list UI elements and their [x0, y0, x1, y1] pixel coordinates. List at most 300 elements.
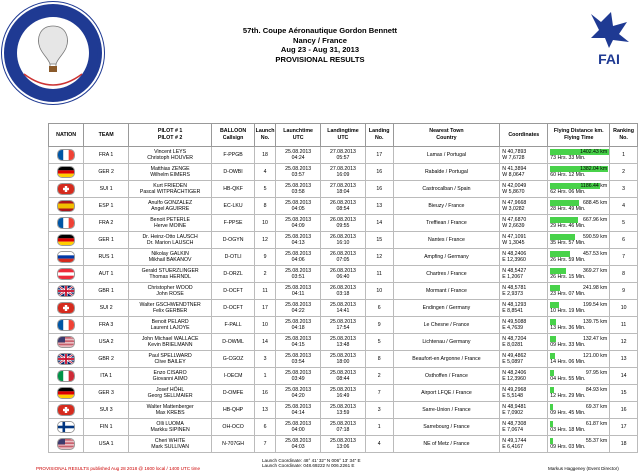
flying-time: 26 Hrs. 59 Min.: [550, 256, 586, 263]
flying-cell: [548, 419, 610, 436]
launchtime-cell: 25.08.2013 03:54: [276, 351, 321, 368]
launchtime-cell: 25.08.2013 04:06: [276, 249, 321, 266]
landing-no-cell: 6: [365, 300, 393, 317]
coordinates-cell: N 40,7893 W 7,6728: [500, 147, 548, 164]
launch-no-cell: 16: [254, 385, 275, 402]
launchtime-cell: 25.08.2013 04:13: [276, 232, 321, 249]
landing-no-cell: 11: [365, 266, 393, 283]
table-row: [49, 164, 638, 181]
distance-value: 1382.04 km: [580, 165, 608, 172]
table-row: [49, 385, 638, 402]
team-cell: ESP 1: [84, 198, 129, 215]
distance-bar: [550, 183, 609, 189]
flying-time: 09 Hrs. 33 Min.: [550, 341, 586, 348]
launch-no-cell: 12: [254, 232, 275, 249]
distance-value: 241.98 km: [582, 284, 608, 291]
flag-us-icon: [57, 336, 75, 348]
callsign-cell: F-PPSE: [212, 215, 255, 232]
ranking-cell: 16: [610, 402, 638, 419]
distance-value: 1186.44 km: [580, 182, 608, 189]
col-nearest-town: Nearest Town Country: [393, 124, 500, 147]
pilots-cell: Gerald STUERZLINGER Thomas HERNDL: [129, 266, 212, 283]
nation-cell: [49, 249, 84, 266]
results-table: [48, 123, 638, 453]
event-header: [160, 26, 480, 64]
nearest-town-cell: Sarre-Union / France: [393, 402, 500, 419]
launchtime-cell: 25.08.2013 04:14: [276, 402, 321, 419]
flying-cell: [548, 385, 610, 402]
landingtime-cell: 25.08.2013 14:41: [321, 300, 366, 317]
distance-bar: [550, 353, 609, 359]
ranking-cell: 8: [610, 266, 638, 283]
distance-value: 132.47 km: [582, 335, 608, 342]
nearest-town-cell: Sarrebourg / France: [393, 419, 500, 436]
team-cell: FRA 3: [84, 317, 129, 334]
ranking-cell: 6: [610, 232, 638, 249]
landing-no-cell: 15: [365, 232, 393, 249]
landingtime-cell: 26.08.2013 16:10: [321, 232, 366, 249]
landing-no-cell: 10: [365, 283, 393, 300]
callsign-cell: D-OMFE: [212, 385, 255, 402]
flying-cell: [548, 147, 610, 164]
flying-time: 14 Hrs. 06 Min.: [550, 358, 586, 365]
table-row: [49, 368, 638, 385]
callsign-cell: D-ORZL: [212, 266, 255, 283]
distance-value: 61.87 km: [585, 420, 608, 427]
ranking-cell: 7: [610, 249, 638, 266]
pilots-cell: Walter GSCHWENDTNER Felix GERBER: [129, 300, 212, 317]
table-row: [49, 198, 638, 215]
coordinates-cell: N 48,5781 E 2,9373: [500, 283, 548, 300]
nearest-town-cell: Chartres / France: [393, 266, 500, 283]
distance-value: 69.37 km: [585, 403, 608, 410]
col-landing: Landing No.: [365, 124, 393, 147]
distance-value: 667.96 km: [582, 216, 608, 223]
team-cell: GER 2: [84, 164, 129, 181]
ranking-cell: 13: [610, 351, 638, 368]
flying-time: 26 Hrs. 15 Min.: [550, 273, 586, 280]
ranking-cell: 4: [610, 198, 638, 215]
nearest-town-cell: Beaufort-en Argonne / France: [393, 351, 500, 368]
team-cell: SUI 1: [84, 181, 129, 198]
distance-bar: [550, 302, 609, 308]
flying-time: 09 Hrs. 45 Min.: [550, 409, 586, 416]
ranking-cell: 5: [610, 215, 638, 232]
event-location: Nancy / France: [292, 35, 348, 45]
team-cell: FRA 2: [84, 215, 129, 232]
launch-no-cell: 5: [254, 181, 275, 198]
flying-time: 10 Hrs. 19 Min.: [550, 307, 586, 314]
launch-no-cell: 11: [254, 283, 275, 300]
distance-bar: [550, 234, 609, 240]
launch-no-cell: 17: [254, 300, 275, 317]
flying-time: 73 Hrs. 33 Min.: [550, 154, 586, 161]
team-cell: RUS 1: [84, 249, 129, 266]
flag-it-icon: [57, 370, 75, 382]
ranking-cell: 2: [610, 164, 638, 181]
table-row: [49, 436, 638, 453]
flag-de-icon: [57, 387, 75, 399]
flying-cell: [548, 164, 610, 181]
ranking-cell: 3: [610, 181, 638, 198]
launchtime-cell: 25.08.2013 03:58: [276, 181, 321, 198]
distance-value: 199.54 km: [582, 301, 608, 308]
col-coordinates: Coordinates: [500, 124, 548, 147]
coordinates-cell: N 47,6870 W 2,6639: [500, 215, 548, 232]
landingtime-cell: 26.08.2013 07:05: [321, 249, 366, 266]
coordinates-cell: N 48,7308 E 7,0674: [500, 419, 548, 436]
launchtime-cell: 25.08.2013 03:49: [276, 368, 321, 385]
nation-cell: [49, 164, 84, 181]
launchtime-cell: 25.08.2013 04:09: [276, 215, 321, 232]
landingtime-cell: 25.08.2013 16:49: [321, 385, 366, 402]
pilots-cell: Nikolay GALKIN Mikhail BAKANOV: [129, 249, 212, 266]
flag-ru-icon: [57, 251, 75, 263]
team-cell: USA 2: [84, 334, 129, 351]
landingtime-cell: 27.08.2013 18:04: [321, 181, 366, 198]
nation-cell: [49, 215, 84, 232]
landing-no-cell: 12: [365, 249, 393, 266]
coordinates-cell: N 47,1091 W 1,3045: [500, 232, 548, 249]
flag-de-icon: [57, 234, 75, 246]
nation-cell: [49, 198, 84, 215]
nation-cell: [49, 351, 84, 368]
nation-cell: [49, 419, 84, 436]
ranking-cell: 14: [610, 368, 638, 385]
pilots-cell: Cheri WHITE Mark SULLIVAN: [129, 436, 212, 453]
table-row: [49, 351, 638, 368]
distance-bar: [550, 166, 609, 172]
pilots-cell: Paul SPELLWARD Clive BAILEY: [129, 351, 212, 368]
distance-bar: [550, 438, 609, 444]
launchtime-cell: 25.08.2013 03:51: [276, 266, 321, 283]
coordinates-cell: N 48,2406 E 12,3960: [500, 368, 548, 385]
nearest-town-cell: NE of Metz / France: [393, 436, 500, 453]
pilots-cell: Benoit PELARD Laurent LAJOYE: [129, 317, 212, 334]
landing-no-cell: 7: [365, 385, 393, 402]
callsign-cell: EC-LKU: [212, 198, 255, 215]
launchtime-cell: 25.08.2013 04:24: [276, 147, 321, 164]
table-row: [49, 283, 638, 300]
coordinates-cell: N 49,2968 E 5,5148: [500, 385, 548, 402]
landingtime-cell: 26.08.2013 08:54: [321, 198, 366, 215]
col-launch: Launch No.: [254, 124, 275, 147]
launch-coordinates: Launch Coordinate: 48° 41' 32" N 006° 13' 34" E Launch Coordinate: 048.69222 N 006.2261 E: [262, 458, 361, 468]
coordinates-cell: N 41,3894 W 8,0647: [500, 164, 548, 181]
launch-no-cell: 10: [254, 317, 275, 334]
nation-cell: [49, 181, 84, 198]
launch-no-cell: 7: [254, 436, 275, 453]
landingtime-cell: 27.08.2013 05:57: [321, 147, 366, 164]
flying-cell: [548, 215, 610, 232]
launch-no-cell: 1: [254, 368, 275, 385]
flying-cell: [548, 198, 610, 215]
ranking-cell: 9: [610, 283, 638, 300]
flying-cell: [548, 266, 610, 283]
callsign-cell: F-PALL: [212, 317, 255, 334]
distance-value: 369.27 km: [582, 267, 608, 274]
landingtime-cell: 26.08.2013 03:18: [321, 283, 366, 300]
launch-no-cell: 9: [254, 249, 275, 266]
nearest-town-cell: Rabalde / Portugal: [393, 164, 500, 181]
ranking-cell: 12: [610, 334, 638, 351]
distance-bar: [550, 217, 609, 223]
nearest-town-cell: Endingen / Germany: [393, 300, 500, 317]
coordinates-cell: N 49,1744 E 6,4167: [500, 436, 548, 453]
nearest-town-cell: Nantes / France: [393, 232, 500, 249]
team-cell: USA 1: [84, 436, 129, 453]
flying-time: 60 Hrs. 12 Min.: [550, 171, 586, 178]
flag-ch-icon: [57, 183, 75, 195]
table-row: [49, 215, 638, 232]
distance-value: 1402.43 km: [580, 148, 608, 155]
landing-no-cell: 8: [365, 351, 393, 368]
team-cell: SUI 2: [84, 300, 129, 317]
team-cell: GER 1: [84, 232, 129, 249]
flying-time: 23 Hrs. 07 Min.: [550, 290, 586, 297]
col-nation: NATION: [49, 124, 84, 147]
launchtime-cell: 25.08.2013 04:11: [276, 283, 321, 300]
pilots-cell: John Michael WALLACE Kevin BRIELMANN: [129, 334, 212, 351]
flying-time: 35 Hrs. 57 Min.: [550, 239, 586, 246]
flying-cell: [548, 317, 610, 334]
nearest-town-cell: Castrocalban / Spain: [393, 181, 500, 198]
callsign-cell: OH-OCO: [212, 419, 255, 436]
pilots-cell: Matthias ZENGE Wilhelm EIMERS: [129, 164, 212, 181]
pilots-cell: Dr. Heinz-Otto LAUSCH Dr. Marion LAUSCH: [129, 232, 212, 249]
coordinates-cell: N 48,1293 E 8,8541: [500, 300, 548, 317]
pilots-cell: Olli LUOMA Markku SIPINEN: [129, 419, 212, 436]
table-row: [49, 317, 638, 334]
distance-bar: [550, 370, 609, 376]
callsign-cell: F-PPGB: [212, 147, 255, 164]
nation-cell: [49, 147, 84, 164]
landing-no-cell: 4: [365, 436, 393, 453]
distance-bar: [550, 336, 609, 342]
nation-cell: [49, 402, 84, 419]
launch-no-cell: 8: [254, 198, 275, 215]
flying-time: 04 Hrs. 55 Min.: [550, 375, 586, 382]
flag-us-icon: [57, 438, 75, 450]
launch-no-cell: 3: [254, 351, 275, 368]
launchtime-cell: 25.08.2013 04:03: [276, 436, 321, 453]
launchtime-cell: 25.08.2013 04:15: [276, 334, 321, 351]
nearest-town-cell: Airport LFQE / France: [393, 385, 500, 402]
table-row: [49, 266, 638, 283]
flying-cell: [548, 283, 610, 300]
team-cell: GBR 1: [84, 283, 129, 300]
col-flying: Flying Distance km. Flying Time: [548, 124, 610, 147]
landing-no-cell: 13: [365, 198, 393, 215]
col-ranking: Ranking No.: [610, 124, 638, 147]
nation-cell: [49, 334, 84, 351]
nation-cell: [49, 300, 84, 317]
launch-no-cell: 4: [254, 164, 275, 181]
table-row: [49, 232, 638, 249]
landingtime-cell: 25.08.2013 08:44: [321, 368, 366, 385]
team-cell: SUI 3: [84, 402, 129, 419]
landing-no-cell: 2: [365, 368, 393, 385]
callsign-cell: D-OWML: [212, 334, 255, 351]
results-status: PROVISIONAL RESULTS: [275, 54, 365, 64]
landing-no-cell: 5: [365, 334, 393, 351]
flying-cell: [548, 232, 610, 249]
flying-cell: [548, 402, 610, 419]
landing-no-cell: 9: [365, 317, 393, 334]
ranking-cell: 1: [610, 147, 638, 164]
distance-value: 590.59 km: [582, 233, 608, 240]
callsign-cell: D-OCFT: [212, 283, 255, 300]
distance-bar: [550, 251, 609, 257]
nation-cell: [49, 317, 84, 334]
col-landingtime: Landingtime UTC: [321, 124, 366, 147]
flag-ch-icon: [57, 404, 75, 416]
ranking-cell: 10: [610, 300, 638, 317]
flying-cell: [548, 300, 610, 317]
landingtime-cell: 25.08.2013 07:18: [321, 419, 366, 436]
pilots-cell: Josef HÖHL Georg SELLMAIER: [129, 385, 212, 402]
team-cell: GER 3: [84, 385, 129, 402]
flag-fr-icon: [57, 217, 75, 229]
nearest-town-cell: Bieuzy / France: [393, 198, 500, 215]
distance-value: 139.75 km: [582, 318, 608, 325]
col-balloon: BALLOON Callsign: [212, 124, 255, 147]
landingtime-cell: 25.08.2013 13:06: [321, 436, 366, 453]
nation-cell: [49, 368, 84, 385]
callsign-cell: D-OGYN: [212, 232, 255, 249]
distance-bar: [550, 387, 609, 393]
coordinates-cell: N 48,5427 E 1,2067: [500, 266, 548, 283]
flying-time: 62 Hrs. 06 Min.: [550, 188, 586, 195]
callsign-cell: I-OECM: [212, 368, 255, 385]
ranking-cell: 11: [610, 317, 638, 334]
launch-no-cell: 13: [254, 402, 275, 419]
nearest-town-cell: Osthoffen / France: [393, 368, 500, 385]
col-team: TEAM: [84, 124, 129, 147]
distance-value: 121.00 km: [582, 352, 608, 359]
pilots-cell: Walter Mattenberger Max KREBS: [129, 402, 212, 419]
launch-no-cell: 10: [254, 215, 275, 232]
distance-bar: [550, 200, 609, 206]
flying-time: 28 Hrs. 49 Min.: [550, 205, 586, 212]
table-row: [49, 419, 638, 436]
launchtime-cell: 25.08.2013 04:22: [276, 300, 321, 317]
landing-no-cell: 1: [365, 419, 393, 436]
nation-cell: [49, 266, 84, 283]
launch-no-cell: 6: [254, 419, 275, 436]
landing-no-cell: 3: [365, 402, 393, 419]
flying-time: 13 Hrs. 36 Min.: [550, 324, 586, 331]
launch-no-cell: 18: [254, 147, 275, 164]
svg-text:FAI: FAI: [598, 51, 620, 67]
team-cell: ITA 1: [84, 368, 129, 385]
distance-bar: [550, 268, 609, 274]
flying-cell: [548, 368, 610, 385]
distance-bar: [550, 149, 609, 155]
nation-cell: [49, 385, 84, 402]
event-title: 57th. Coupe Aéronautique Gordon Bennett: [242, 26, 398, 35]
landingtime-cell: 26.08.2013 09:55: [321, 215, 366, 232]
flying-cell: [548, 249, 610, 266]
nearest-town-cell: Lichtenau / Germany: [393, 334, 500, 351]
callsign-cell: HB-QHP: [212, 402, 255, 419]
ranking-cell: 17: [610, 419, 638, 436]
nearest-town-cell: Treffiean / France: [393, 215, 500, 232]
flag-at-icon: [57, 268, 75, 280]
launch-no-cell: 2: [254, 266, 275, 283]
flag-gb-icon: [57, 353, 75, 365]
nation-cell: [49, 283, 84, 300]
distance-bar: [550, 421, 609, 427]
coordinates-cell: N 48,7204 E 8,0281: [500, 334, 548, 351]
col-pilots: PILOT # 1 PILOT # 2: [129, 124, 212, 147]
callsign-cell: D-OCFT: [212, 300, 255, 317]
flying-time: 03 Hrs. 18 Min.: [550, 426, 586, 433]
team-cell: GBR 2: [84, 351, 129, 368]
callsign-cell: N-707GH: [212, 436, 255, 453]
pilots-cell: Enzo CISARO Giovanni AIMO: [129, 368, 212, 385]
landingtime-cell: 27.08.2013 16:09: [321, 164, 366, 181]
flying-cell: [548, 334, 610, 351]
flag-es-icon: [57, 200, 75, 212]
pilots-cell: Christopher WOOD John ROSE: [129, 283, 212, 300]
event-dates: Aug 23 - Aug 31, 2013: [280, 45, 360, 55]
nearest-town-cell: Le Chesne / France: [393, 317, 500, 334]
flying-time: 09 Hrs. 03 Min.: [550, 443, 586, 450]
pilots-cell: Vincent LEYS Christoph HOUVER: [129, 147, 212, 164]
distance-value: 84.93 km: [585, 386, 608, 393]
table-row: [49, 147, 638, 164]
landingtime-cell: 25.08.2013 18:00: [321, 351, 366, 368]
launchtime-cell: 25.08.2013 04:05: [276, 198, 321, 215]
launchtime-cell: 25.08.2013 04:00: [276, 419, 321, 436]
nearest-town-cell: Lamas / Portugal: [393, 147, 500, 164]
nearest-town-cell: Ampfing / Germany: [393, 249, 500, 266]
flying-cell: [548, 436, 610, 453]
flag-de-icon: [57, 166, 75, 178]
distance-bar: [550, 319, 609, 325]
team-cell: FIN 1: [84, 419, 129, 436]
distance-value: 55.37 km: [585, 437, 608, 444]
fai-logo: [583, 8, 635, 68]
table-row: [49, 249, 638, 266]
coordinates-cell: N 47,9668 W 3,0282: [500, 198, 548, 215]
ranking-cell: 15: [610, 385, 638, 402]
landing-no-cell: 16: [365, 164, 393, 181]
col-launchtime: Launchtime UTC: [276, 124, 321, 147]
landingtime-cell: 25.08.2013 13:48: [321, 334, 366, 351]
flying-time: 29 Hrs. 46 Min.: [550, 222, 586, 229]
coordinates-cell: N 42,0049 W 5,8670: [500, 181, 548, 198]
pilots-cell: Kurt FRIEDEN Pascal WITPRÄCHTIGER: [129, 181, 212, 198]
table-row: [49, 300, 638, 317]
nearest-town-cell: Mormant / France: [393, 283, 500, 300]
coordinates-cell: N 49,4862 E 5,0897: [500, 351, 548, 368]
launch-no-cell: 14: [254, 334, 275, 351]
flag-fr-icon: [57, 149, 75, 161]
nation-cell: [49, 232, 84, 249]
landingtime-cell: 25.08.2013 13:59: [321, 402, 366, 419]
flag-fr-icon: [57, 319, 75, 331]
launchtime-cell: 25.08.2013 04:20: [276, 385, 321, 402]
callsign-cell: HB-QKF: [212, 181, 255, 198]
table-row: [49, 181, 638, 198]
logo-ring-icon: [4, 4, 102, 102]
landing-no-cell: 16: [365, 181, 393, 198]
distance-value: 457.53 km: [582, 250, 608, 257]
launchtime-cell: 25.08.2013 04:18: [276, 317, 321, 334]
distance-bar: [550, 285, 609, 291]
